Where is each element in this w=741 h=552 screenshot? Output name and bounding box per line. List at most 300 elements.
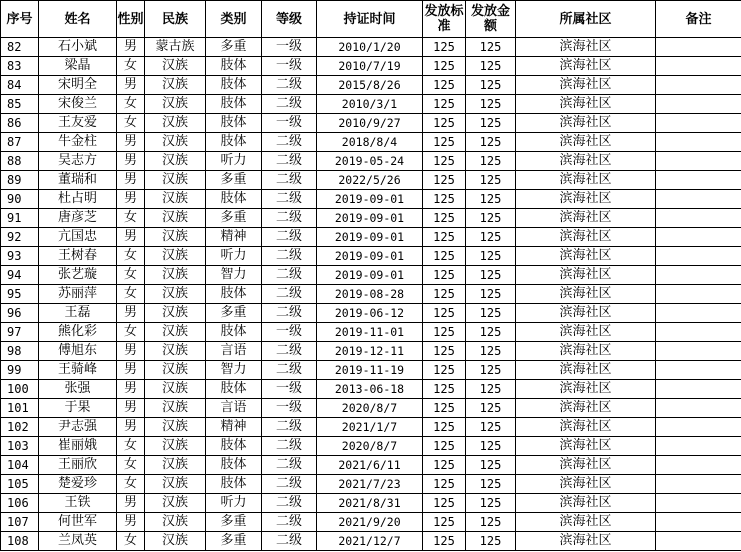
cell-cert-date: 2021/8/31 — [317, 494, 423, 513]
cell-amount: 125 — [466, 57, 516, 76]
table-row — [1, 532, 741, 551]
table-row — [1, 171, 741, 190]
cell-remarks — [656, 190, 741, 209]
table-row — [1, 247, 741, 266]
cell-cert-date: 2021/7/23 — [317, 475, 423, 494]
cell-ethnicity: 汉族 — [145, 95, 206, 114]
cell-seq: 105 — [1, 475, 39, 494]
cell-ethnicity: 汉族 — [145, 228, 206, 247]
cell-standard: 125 — [423, 133, 466, 152]
cell-category: 多重 — [206, 513, 262, 532]
cell-category: 肢体 — [206, 380, 262, 399]
cell-ethnicity: 汉族 — [145, 380, 206, 399]
cell-name: 苏丽萍 — [39, 285, 117, 304]
cell-category: 肢体 — [206, 190, 262, 209]
cell-community: 滨海社区 — [516, 95, 656, 114]
cell-name: 王树春 — [39, 247, 117, 266]
cell-remarks — [656, 285, 741, 304]
cell-community: 滨海社区 — [516, 399, 656, 418]
cell-community: 滨海社区 — [516, 456, 656, 475]
cell-name: 王丽欣 — [39, 456, 117, 475]
cell-seq: 103 — [1, 437, 39, 456]
cell-cert-date: 2021/12/7 — [317, 532, 423, 551]
cell-ethnicity: 汉族 — [145, 342, 206, 361]
cell-cert-date: 2010/7/19 — [317, 57, 423, 76]
cell-name: 宋明全 — [39, 76, 117, 95]
cell-category: 肢体 — [206, 475, 262, 494]
table-row — [1, 361, 741, 380]
table-row — [1, 133, 741, 152]
cell-level: 二级 — [262, 456, 317, 475]
cell-level: 一级 — [262, 57, 317, 76]
cell-name: 牛金柱 — [39, 133, 117, 152]
cell-name: 兰凤英 — [39, 532, 117, 551]
cell-remarks — [656, 209, 741, 228]
cell-remarks — [656, 247, 741, 266]
cell-seq: 96 — [1, 304, 39, 323]
cell-standard: 125 — [423, 323, 466, 342]
cell-cert-date: 2020/8/7 — [317, 399, 423, 418]
table-row — [1, 95, 741, 114]
cell-seq: 107 — [1, 513, 39, 532]
table-row — [1, 304, 741, 323]
cell-level: 二级 — [262, 513, 317, 532]
header-ethnicity: 民族 — [145, 1, 206, 38]
cell-category: 多重 — [206, 38, 262, 57]
cell-standard: 125 — [423, 475, 466, 494]
cell-amount: 125 — [466, 247, 516, 266]
cell-level: 二级 — [262, 266, 317, 285]
cell-remarks — [656, 513, 741, 532]
cell-name: 张强 — [39, 380, 117, 399]
cell-amount: 125 — [466, 114, 516, 133]
cell-seq: 92 — [1, 228, 39, 247]
cell-amount: 125 — [466, 437, 516, 456]
cell-category: 智力 — [206, 361, 262, 380]
cell-level: 二级 — [262, 418, 317, 437]
cell-name: 王骑峰 — [39, 361, 117, 380]
cell-gender: 女 — [117, 285, 145, 304]
cell-ethnicity: 汉族 — [145, 399, 206, 418]
cell-ethnicity: 汉族 — [145, 456, 206, 475]
cell-seq: 85 — [1, 95, 39, 114]
cell-gender: 男 — [117, 133, 145, 152]
cell-level: 一级 — [262, 114, 317, 133]
cell-name: 王友爱 — [39, 114, 117, 133]
cell-community: 滨海社区 — [516, 532, 656, 551]
cell-amount: 125 — [466, 513, 516, 532]
cell-community: 滨海社区 — [516, 380, 656, 399]
cell-standard: 125 — [423, 190, 466, 209]
cell-level: 二级 — [262, 285, 317, 304]
cell-category: 言语 — [206, 399, 262, 418]
cell-level: 一级 — [262, 399, 317, 418]
cell-cert-date: 2019-11-19 — [317, 361, 423, 380]
cell-amount: 125 — [466, 418, 516, 437]
cell-amount: 125 — [466, 475, 516, 494]
cell-cert-date: 2010/9/27 — [317, 114, 423, 133]
cell-amount: 125 — [466, 304, 516, 323]
cell-standard: 125 — [423, 114, 466, 133]
cell-standard: 125 — [423, 494, 466, 513]
cell-seq: 84 — [1, 76, 39, 95]
cell-level: 二级 — [262, 437, 317, 456]
table-row — [1, 513, 741, 532]
cell-amount: 125 — [466, 380, 516, 399]
cell-name: 唐彦芝 — [39, 209, 117, 228]
cell-community: 滨海社区 — [516, 190, 656, 209]
cell-seq: 95 — [1, 285, 39, 304]
table-row — [1, 266, 741, 285]
table-row — [1, 456, 741, 475]
cell-amount: 125 — [466, 228, 516, 247]
cell-ethnicity: 汉族 — [145, 209, 206, 228]
table-row — [1, 437, 741, 456]
cell-seq: 100 — [1, 380, 39, 399]
cell-cert-date: 2020/8/7 — [317, 437, 423, 456]
cell-cert-date: 2022/5/26 — [317, 171, 423, 190]
cell-remarks — [656, 532, 741, 551]
cell-gender: 男 — [117, 190, 145, 209]
cell-gender: 女 — [117, 266, 145, 285]
cell-category: 肢体 — [206, 76, 262, 95]
table-row — [1, 209, 741, 228]
cell-remarks — [656, 38, 741, 57]
cell-community: 滨海社区 — [516, 475, 656, 494]
cell-level: 二级 — [262, 475, 317, 494]
cell-community: 滨海社区 — [516, 228, 656, 247]
cell-gender: 男 — [117, 418, 145, 437]
table-row — [1, 190, 741, 209]
cell-gender: 女 — [117, 323, 145, 342]
cell-cert-date: 2010/1/20 — [317, 38, 423, 57]
cell-seq: 82 — [1, 38, 39, 57]
cell-gender: 女 — [117, 209, 145, 228]
cell-level: 二级 — [262, 342, 317, 361]
cell-category: 听力 — [206, 152, 262, 171]
cell-amount: 125 — [466, 95, 516, 114]
cell-name: 亢国忠 — [39, 228, 117, 247]
cell-cert-date: 2019-09-01 — [317, 228, 423, 247]
cell-category: 多重 — [206, 304, 262, 323]
cell-community: 滨海社区 — [516, 57, 656, 76]
cell-seq: 89 — [1, 171, 39, 190]
cell-category: 肢体 — [206, 437, 262, 456]
cell-cert-date: 2019-09-01 — [317, 247, 423, 266]
cell-gender: 男 — [117, 171, 145, 190]
cell-ethnicity: 汉族 — [145, 475, 206, 494]
cell-ethnicity: 汉族 — [145, 437, 206, 456]
cell-standard: 125 — [423, 399, 466, 418]
cell-community: 滨海社区 — [516, 152, 656, 171]
cell-ethnicity: 汉族 — [145, 418, 206, 437]
cell-gender: 女 — [117, 437, 145, 456]
header-row — [1, 1, 741, 38]
cell-standard: 125 — [423, 266, 466, 285]
cell-ethnicity: 汉族 — [145, 266, 206, 285]
cell-amount: 125 — [466, 266, 516, 285]
cell-cert-date: 2015/8/26 — [317, 76, 423, 95]
cell-seq: 104 — [1, 456, 39, 475]
cell-community: 滨海社区 — [516, 304, 656, 323]
cell-ethnicity: 汉族 — [145, 76, 206, 95]
cell-community: 滨海社区 — [516, 323, 656, 342]
cell-standard: 125 — [423, 513, 466, 532]
cell-ethnicity: 汉族 — [145, 304, 206, 323]
header-cert-date: 持证时间 — [317, 1, 423, 38]
cell-ethnicity: 汉族 — [145, 513, 206, 532]
cell-seq: 99 — [1, 361, 39, 380]
cell-cert-date: 2013-06-18 — [317, 380, 423, 399]
cell-standard: 125 — [423, 209, 466, 228]
cell-standard: 125 — [423, 437, 466, 456]
cell-seq: 83 — [1, 57, 39, 76]
cell-cert-date: 2019-08-28 — [317, 285, 423, 304]
header-name: 姓名 — [39, 1, 117, 38]
cell-name: 傅旭东 — [39, 342, 117, 361]
cell-name: 张艺璇 — [39, 266, 117, 285]
cell-standard: 125 — [423, 76, 466, 95]
cell-gender: 男 — [117, 304, 145, 323]
cell-seq: 87 — [1, 133, 39, 152]
cell-name: 楚爱珍 — [39, 475, 117, 494]
cell-gender: 男 — [117, 228, 145, 247]
cell-gender: 男 — [117, 76, 145, 95]
cell-remarks — [656, 361, 741, 380]
cell-level: 二级 — [262, 361, 317, 380]
cell-level: 二级 — [262, 532, 317, 551]
cell-community: 滨海社区 — [516, 285, 656, 304]
cell-cert-date: 2019-09-01 — [317, 190, 423, 209]
cell-standard: 125 — [423, 532, 466, 551]
cell-level: 二级 — [262, 76, 317, 95]
cell-level: 二级 — [262, 494, 317, 513]
cell-ethnicity: 蒙古族 — [145, 38, 206, 57]
cell-ethnicity: 汉族 — [145, 247, 206, 266]
cell-community: 滨海社区 — [516, 38, 656, 57]
header-remarks: 备注 — [656, 1, 741, 38]
cell-remarks — [656, 456, 741, 475]
cell-ethnicity: 汉族 — [145, 361, 206, 380]
cell-level: 二级 — [262, 209, 317, 228]
cell-standard: 125 — [423, 228, 466, 247]
cell-cert-date: 2019-05-24 — [317, 152, 423, 171]
cell-remarks — [656, 266, 741, 285]
cell-remarks — [656, 323, 741, 342]
cell-cert-date: 2019-12-11 — [317, 342, 423, 361]
cell-standard: 125 — [423, 171, 466, 190]
table-row — [1, 380, 741, 399]
cell-standard: 125 — [423, 57, 466, 76]
cell-seq: 93 — [1, 247, 39, 266]
cell-amount: 125 — [466, 532, 516, 551]
cell-standard: 125 — [423, 418, 466, 437]
table-row — [1, 114, 741, 133]
cell-gender: 男 — [117, 342, 145, 361]
cell-name: 于果 — [39, 399, 117, 418]
cell-amount: 125 — [466, 209, 516, 228]
header-category: 类别 — [206, 1, 262, 38]
cell-gender: 男 — [117, 361, 145, 380]
cell-name: 尹志强 — [39, 418, 117, 437]
table-row — [1, 475, 741, 494]
cell-ethnicity: 汉族 — [145, 285, 206, 304]
cell-level: 一级 — [262, 323, 317, 342]
cell-ethnicity: 汉族 — [145, 152, 206, 171]
cell-gender: 男 — [117, 38, 145, 57]
cell-cert-date: 2019-11-01 — [317, 323, 423, 342]
cell-gender: 女 — [117, 114, 145, 133]
cell-community: 滨海社区 — [516, 342, 656, 361]
cell-amount: 125 — [466, 323, 516, 342]
cell-community: 滨海社区 — [516, 133, 656, 152]
cell-category: 肢体 — [206, 114, 262, 133]
cell-category: 肢体 — [206, 456, 262, 475]
cell-ethnicity: 汉族 — [145, 133, 206, 152]
cell-remarks — [656, 95, 741, 114]
cell-amount: 125 — [466, 133, 516, 152]
cell-seq: 88 — [1, 152, 39, 171]
cell-seq: 108 — [1, 532, 39, 551]
cell-standard: 125 — [423, 38, 466, 57]
header-community: 所属社区 — [516, 1, 656, 38]
cell-category: 智力 — [206, 266, 262, 285]
cell-standard: 125 — [423, 342, 466, 361]
cell-community: 滨海社区 — [516, 209, 656, 228]
cell-remarks — [656, 57, 741, 76]
table-row — [1, 494, 741, 513]
cell-name: 何世军 — [39, 513, 117, 532]
cell-seq: 97 — [1, 323, 39, 342]
cell-name: 杜占明 — [39, 190, 117, 209]
cell-ethnicity: 汉族 — [145, 532, 206, 551]
table-row — [1, 38, 741, 57]
cell-category: 肢体 — [206, 133, 262, 152]
cell-amount: 125 — [466, 285, 516, 304]
header-gender: 性别 — [117, 1, 145, 38]
cell-level: 二级 — [262, 247, 317, 266]
cell-community: 滨海社区 — [516, 437, 656, 456]
cell-gender: 男 — [117, 152, 145, 171]
cell-community: 滨海社区 — [516, 494, 656, 513]
cell-community: 滨海社区 — [516, 361, 656, 380]
cell-name: 董瑞和 — [39, 171, 117, 190]
cell-cert-date: 2021/9/20 — [317, 513, 423, 532]
table-row — [1, 76, 741, 95]
cell-cert-date: 2019-09-01 — [317, 209, 423, 228]
cell-seq: 94 — [1, 266, 39, 285]
cell-standard: 125 — [423, 247, 466, 266]
cell-amount: 125 — [466, 152, 516, 171]
cell-remarks — [656, 494, 741, 513]
cell-remarks — [656, 228, 741, 247]
header-level: 等级 — [262, 1, 317, 38]
cell-category: 肢体 — [206, 285, 262, 304]
cell-name: 熊化彩 — [39, 323, 117, 342]
cell-level: 二级 — [262, 171, 317, 190]
cell-level: 二级 — [262, 228, 317, 247]
table-row — [1, 152, 741, 171]
cell-seq: 98 — [1, 342, 39, 361]
cell-level: 二级 — [262, 95, 317, 114]
cell-category: 肢体 — [206, 95, 262, 114]
cell-amount: 125 — [466, 361, 516, 380]
cell-gender: 女 — [117, 247, 145, 266]
cell-category: 多重 — [206, 532, 262, 551]
cell-ethnicity: 汉族 — [145, 190, 206, 209]
table-row — [1, 399, 741, 418]
cell-seq: 106 — [1, 494, 39, 513]
cell-category: 精神 — [206, 418, 262, 437]
cell-amount: 125 — [466, 38, 516, 57]
cell-standard: 125 — [423, 304, 466, 323]
cell-community: 滨海社区 — [516, 247, 656, 266]
cell-amount: 125 — [466, 494, 516, 513]
cell-level: 二级 — [262, 304, 317, 323]
cell-category: 肢体 — [206, 57, 262, 76]
cell-cert-date: 2010/3/1 — [317, 95, 423, 114]
cell-ethnicity: 汉族 — [145, 494, 206, 513]
cell-remarks — [656, 76, 741, 95]
cell-gender: 女 — [117, 475, 145, 494]
cell-seq: 101 — [1, 399, 39, 418]
cell-category: 多重 — [206, 171, 262, 190]
cell-cert-date: 2021/6/11 — [317, 456, 423, 475]
cell-amount: 125 — [466, 171, 516, 190]
cell-standard: 125 — [423, 152, 466, 171]
header-standard: 发放标准 — [423, 1, 466, 38]
cell-community: 滨海社区 — [516, 418, 656, 437]
cell-level: 一级 — [262, 380, 317, 399]
table-row — [1, 323, 741, 342]
cell-amount: 125 — [466, 190, 516, 209]
cell-ethnicity: 汉族 — [145, 323, 206, 342]
cell-community: 滨海社区 — [516, 266, 656, 285]
table-row — [1, 418, 741, 437]
cell-gender: 男 — [117, 399, 145, 418]
cell-remarks — [656, 380, 741, 399]
cell-name: 石小斌 — [39, 38, 117, 57]
cell-remarks — [656, 475, 741, 494]
cell-category: 肢体 — [206, 323, 262, 342]
cell-remarks — [656, 418, 741, 437]
cell-category: 听力 — [206, 494, 262, 513]
cell-gender: 女 — [117, 95, 145, 114]
table-row — [1, 285, 741, 304]
cell-community: 滨海社区 — [516, 76, 656, 95]
cell-category: 多重 — [206, 209, 262, 228]
cell-amount: 125 — [466, 456, 516, 475]
cell-standard: 125 — [423, 380, 466, 399]
cell-remarks — [656, 342, 741, 361]
cell-gender: 男 — [117, 513, 145, 532]
cell-name: 吴志方 — [39, 152, 117, 171]
table-row — [1, 342, 741, 361]
cell-cert-date: 2019-06-12 — [317, 304, 423, 323]
cell-cert-date: 2018/8/4 — [317, 133, 423, 152]
cell-name: 王磊 — [39, 304, 117, 323]
cell-gender: 女 — [117, 456, 145, 475]
table-row — [1, 57, 741, 76]
cell-seq: 90 — [1, 190, 39, 209]
cell-name: 王铁 — [39, 494, 117, 513]
cell-remarks — [656, 304, 741, 323]
cell-standard: 125 — [423, 285, 466, 304]
cell-seq: 102 — [1, 418, 39, 437]
cell-cert-date: 2019-09-01 — [317, 266, 423, 285]
cell-gender: 女 — [117, 532, 145, 551]
cell-remarks — [656, 114, 741, 133]
